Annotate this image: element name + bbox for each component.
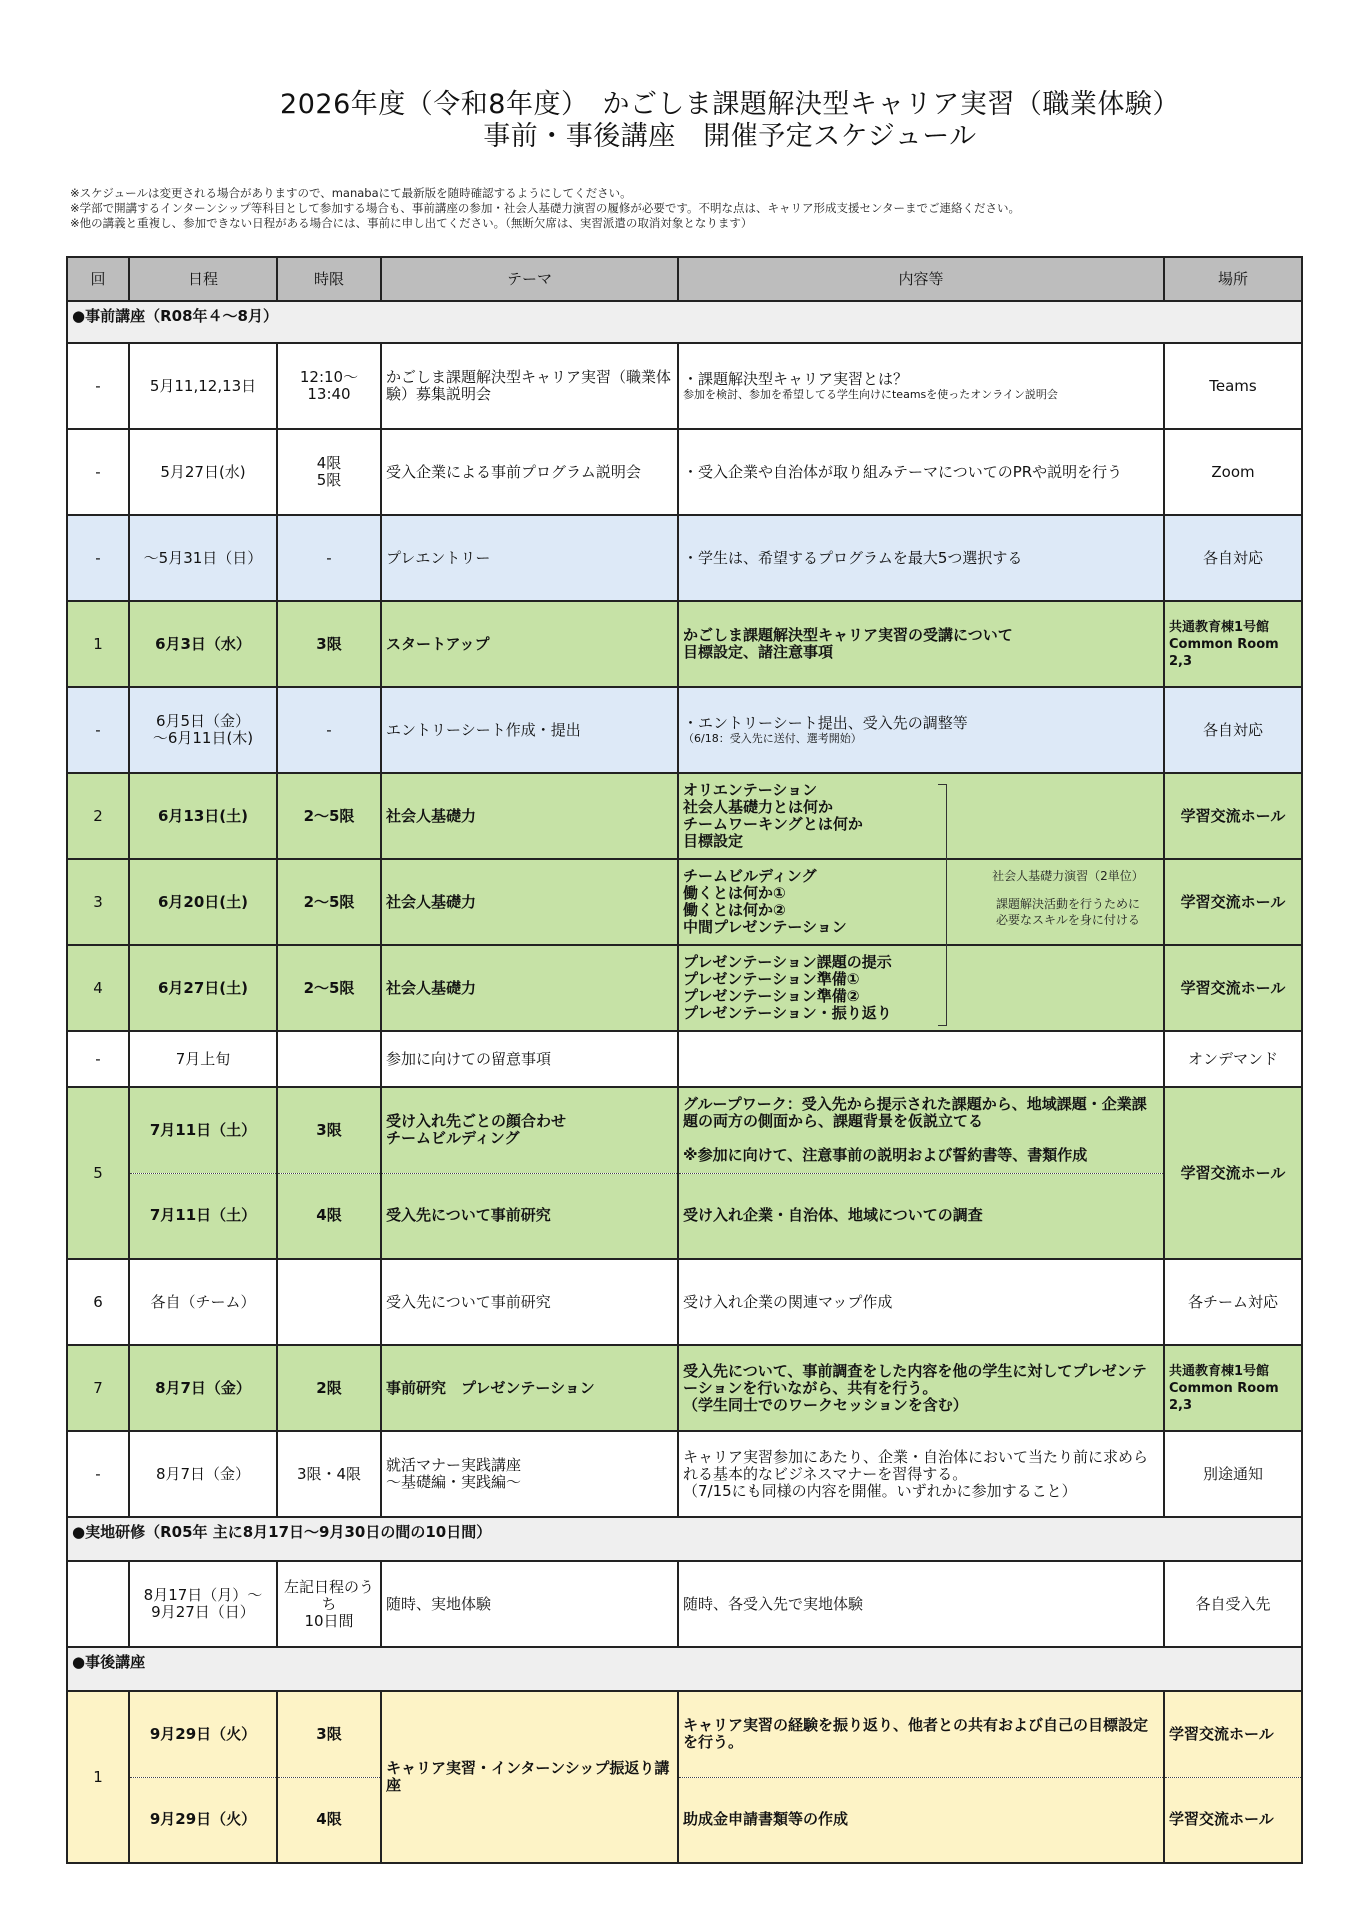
row-content: グループワーク：受入先から提示された課題から、地域課題・企業課題の両方の側面から、課題背景を仮説立てる ※参加に向けて、注意事前の説明および誓約書等、書類作成 [678,1087,1164,1173]
row-place: 学習交流ホール [1164,945,1302,1031]
table-row [67,1031,1302,1087]
row-period: 3限・4限 [277,1431,381,1517]
row-period: 4限 [277,1777,381,1863]
row-theme: 社会人基礎力 [381,945,678,1031]
row-theme: キャリア実習・インターンシップ振返り講座 [381,1691,678,1863]
row-date: ～5月31日（日） [129,515,277,601]
row-date: 8月17日（月）～ 9月27日（日） [129,1561,277,1647]
row-theme: エントリーシート作成・提出 [381,687,678,773]
header-period: 時限 [277,257,381,301]
note-3: ※他の講義と重複し、参加できない日程がある場合には、事前に申し出てください。（無断欠席は、実習派遣の取消対象となります） [70,216,753,230]
content-bracket [938,784,947,1026]
row-date: 6月5日（金） ～6月11日(木) [129,687,277,773]
row-place: 各自対応 [1164,687,1302,773]
row-place: Teams [1164,343,1302,429]
row-place: 学習交流ホール [1164,1691,1302,1777]
row-content: かごしま課題解決型キャリア実習の受講について 目標設定、諸注意事項 [678,601,1164,687]
section-post [67,1647,1302,1691]
row-place: 学習交流ホール [1164,773,1302,859]
row-no: 4 [67,945,129,1031]
row-period: 12:10～ 13:40 [277,343,381,429]
row-theme: 受入先について事前研究 [381,1173,678,1259]
section-post-label: ●事後講座 [67,1647,1302,1691]
row-place: 各自受入先 [1164,1561,1302,1647]
row-no: - [67,429,129,515]
row-no: - [67,1431,129,1517]
row-no: 7 [67,1345,129,1431]
table-row [67,687,1302,773]
row-period: 4限 5限 [277,429,381,515]
page-subtitle: 事前・事後講座 開催予定スケジュール [483,121,977,152]
row-date: 5月27日(水) [129,429,277,515]
row-place: 学習交流ホール [1164,1777,1302,1863]
row-no: 1 [67,601,129,687]
row-no: 6 [67,1259,129,1345]
row-place: 学習交流ホール [1164,1087,1302,1259]
table-row [67,1777,1302,1863]
table-row [67,1173,1302,1259]
row-no: - [67,687,129,773]
row-content: キャリア実習の経験を振り返り、他者との共有および自己の目標設定を行う。 [678,1691,1164,1777]
row-no: 5 [67,1087,129,1259]
row-date: 9月29日（火） [129,1691,277,1777]
row-theme: 受け入れ先ごとの顔合わせ チームビルディング [381,1087,678,1173]
row-no: 1 [67,1691,129,1863]
row-no: 3 [67,859,129,945]
row-no: - [67,515,129,601]
row-date: 各自（チーム） [129,1259,277,1345]
row-theme: 社会人基礎力 [381,773,678,859]
row-theme: 受入先について事前研究 [381,1259,678,1345]
row-period [277,1031,381,1087]
row-content: ・受入企業や自治体が取り組みテーマについてのPRや説明を行う [678,429,1164,515]
row-date: 5月11,12,13日 [129,343,277,429]
row-content: ・学生は、希望するプログラムを最大5つ選択する [678,515,1164,601]
row-theme: 社会人基礎力 [381,859,678,945]
row-period: 2限 [277,1345,381,1431]
table-row [67,343,1302,429]
row-period [277,1259,381,1345]
row-period: 2～5限 [277,859,381,945]
table-row [67,429,1302,515]
row-date: 9月29日（火） [129,1777,277,1863]
row-content: プレゼンテーション課題の提示 プレゼンテーション準備① プレゼンテーション準備② プレゼンテーション・振り返り [678,945,1164,1031]
section-pre [67,301,1302,343]
section-field [67,1517,1302,1561]
row-date: 6月20日(土) [129,859,277,945]
table-row [67,945,1302,1031]
bracket-note-line2: 課題解決活動を行うために [995,897,1140,911]
header-content: 内容等 [678,257,1164,301]
row-content [678,343,1164,429]
row-date: 7月上旬 [129,1031,277,1087]
row-period: 3限 [277,1087,381,1173]
row-period: 4限 [277,1173,381,1259]
row-content: 助成金申請書類等の作成 [678,1777,1164,1863]
row-place: 共通教育棟1号館 Common Room 2,3 [1164,601,1302,687]
row-period: 3限 [277,601,381,687]
header-place: 場所 [1164,257,1302,301]
row-content: 受け入れ企業・自治体、地域についての調査 [678,1173,1164,1259]
row-no: 2 [67,773,129,859]
row-date: 6月3日（水） [129,601,277,687]
row-no [67,1561,129,1647]
note-2: ※学部で開講するインターンシップ等科目として参加する場合も、事前講座の参加・社会人基礎力演習の履修が必要です。不明な点は、キャリア形成支援センターまでご連絡ください。 [70,201,1021,215]
header-date: 日程 [129,257,277,301]
table-row [67,1431,1302,1517]
row-theme: 参加に向けての留意事項 [381,1031,678,1087]
row-content: 受け入れ企業の関連マップ作成 [678,1259,1164,1345]
table-row [67,1561,1302,1647]
row-place: 各自対応 [1164,515,1302,601]
table-row [67,773,1302,859]
note-1: ※スケジュールは変更される場合がありますので、manabaにて最新版を随時確認するようにしてください。 [70,186,632,200]
row-place: 各チーム対応 [1164,1259,1302,1345]
row-theme: 就活マナー実践講座 ～基礎編・実践編～ [381,1431,678,1517]
row-place: Zoom [1164,429,1302,515]
row-content-sub: 参加を検討、参加を希望してる学生向けにteamsを使ったオンライン説明会 [683,388,1058,401]
table-row [67,515,1302,601]
row-content-main: ・課題解決型キャリア実習とは？ [683,370,909,388]
row-no: - [67,1031,129,1087]
section-pre-label: ●事前講座（R08年４～8月） [67,301,1302,343]
row-date: 6月13日(土) [129,773,277,859]
row-date: 8月7日（金） [129,1345,277,1431]
row-content: オリエンテーション 社会人基礎力とは何か チームワーキングとは何か 目標設定 [678,773,1164,859]
row-date: 7月11日（土） [129,1173,277,1259]
row-place: 学習交流ホール [1164,859,1302,945]
row-date: 8月7日（金） [129,1431,277,1517]
header-theme: テーマ [381,257,678,301]
bracket-note [958,868,1178,928]
row-period: - [277,687,381,773]
row-period: 3限 [277,1691,381,1777]
row-theme: 事前研究 プレゼンテーション [381,1345,678,1431]
row-content-sub: （6/18：受入先に送付、選考開始） [683,732,862,745]
row-theme: 随時、実地体験 [381,1561,678,1647]
row-content-main: ・エントリーシート提出、受入先の調整等 [683,714,968,732]
row-theme: かごしま課題解決型キャリア実習（職業体験）募集説明会 [381,343,678,429]
row-content [678,1031,1164,1087]
table-row [67,1345,1302,1431]
row-place: オンデマンド [1164,1031,1302,1087]
row-no: - [67,343,129,429]
table-row [67,1691,1302,1777]
header-no: 回 [67,257,129,301]
row-period: 2～5限 [277,945,381,1031]
row-place: 別途通知 [1164,1431,1302,1517]
table-row [67,1259,1302,1345]
row-theme: スタートアップ [381,601,678,687]
schedule-table [66,256,1303,1864]
row-date: 6月27日(土) [129,945,277,1031]
row-period: 2～5限 [277,773,381,859]
notes [70,186,1020,231]
table-row [67,601,1302,687]
bracket-note-line3: 必要なスキルを身に付ける [996,913,1140,927]
row-content: 随時、各受入先で実地体験 [678,1561,1164,1647]
row-content [678,687,1164,773]
row-content: キャリア実習参加にあたり、企業・自治体において当たり前に求められる基本的なビジネスマナーを習得する。 （7/15にも同様の内容を開催。いずれかに参加すること） [678,1431,1164,1517]
section-field-label: ●実地研修（R05年 主に8月17日～9月30日の間の10日間） [67,1517,1302,1561]
row-place: 共通教育棟1号館 Common Room 2,3 [1164,1345,1302,1431]
row-theme: プレエントリー [381,515,678,601]
table-row [67,1087,1302,1173]
row-content: チームビルディング 働くとは何か① 働くとは何か② 中間プレゼンテーション [678,859,1164,945]
bracket-note-line1: 社会人基礎力演習（2単位） [992,869,1144,883]
row-period: - [277,515,381,601]
table-header [67,257,1302,301]
page-title: 2026年度（令和8年度） かごしま課題解決型キャリア実習（職業体験） [280,89,1180,120]
row-theme: 受入企業による事前プログラム説明会 [381,429,678,515]
row-content: 受入先について、事前調査をした内容を他の学生に対してプレゼンテーションを行いながら、共有を行う。 （学生同士でのワークセッションを含む） [678,1345,1164,1431]
row-period: 左記日程のうち 10日間 [277,1561,381,1647]
row-date: 7月11日（土） [129,1087,277,1173]
